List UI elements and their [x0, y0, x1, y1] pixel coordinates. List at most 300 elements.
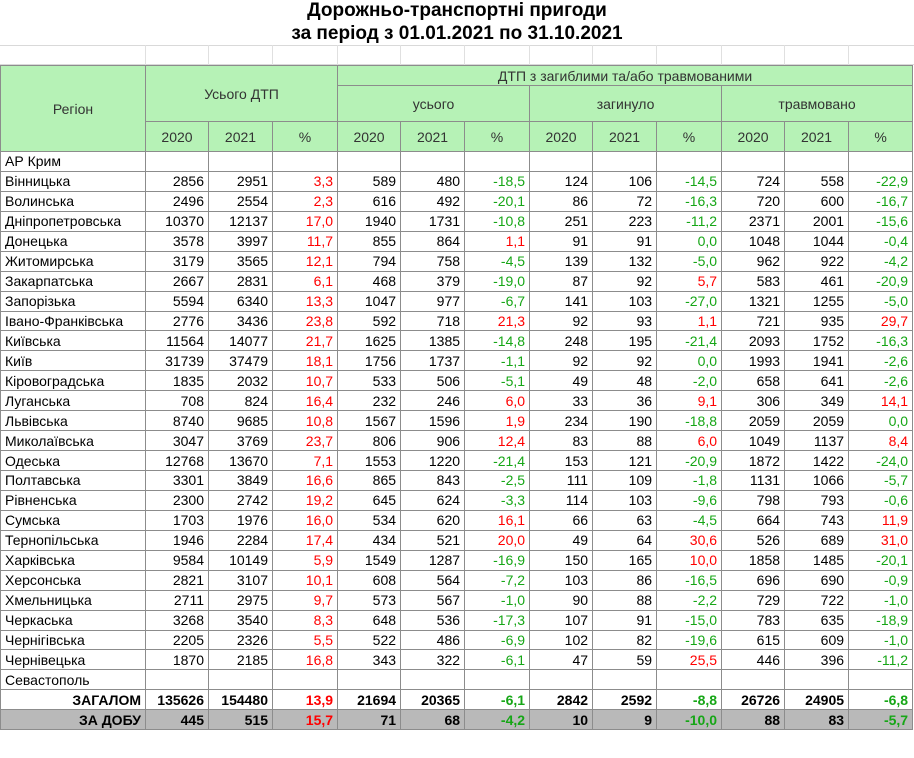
value-cell: 246 — [401, 391, 465, 411]
percent-cell: 3,3 — [273, 171, 338, 191]
value-cell: 12768 — [146, 451, 209, 471]
percent-cell: 16,8 — [273, 650, 338, 670]
percent-cell: -15,0 — [657, 610, 722, 630]
value-cell: 536 — [401, 610, 465, 630]
percent-cell: -21,4 — [465, 451, 530, 471]
value-cell — [209, 152, 273, 172]
percent-cell: 0,0 — [657, 351, 722, 371]
header-year-2020: 2020 — [146, 122, 209, 152]
region-cell: АР Крим — [1, 152, 146, 172]
value-cell: 3997 — [209, 231, 273, 251]
value-cell: 1870 — [146, 650, 209, 670]
value-cell: 3268 — [146, 610, 209, 630]
value-cell: 445 — [146, 710, 209, 730]
value-cell: 248 — [530, 331, 593, 351]
value-cell: 794 — [338, 251, 401, 271]
percent-cell: -6,7 — [465, 291, 530, 311]
value-cell: 349 — [785, 391, 849, 411]
percent-cell: -19,0 — [465, 271, 530, 291]
value-cell: 721 — [722, 311, 785, 331]
region-cell: Харківська — [1, 550, 146, 570]
percent-cell: -10,0 — [657, 710, 722, 730]
region-cell: Вінницька — [1, 171, 146, 191]
table-row — [1, 171, 913, 191]
percent-cell: 5,5 — [273, 630, 338, 650]
value-cell: 635 — [785, 610, 849, 630]
value-cell: 962 — [722, 251, 785, 271]
percent-cell: 8,4 — [849, 431, 913, 451]
percent-cell: 1,1 — [657, 311, 722, 331]
value-cell: 2667 — [146, 271, 209, 291]
value-cell: 793 — [785, 490, 849, 510]
percent-cell: -0,9 — [849, 570, 913, 590]
value-cell: 534 — [338, 510, 401, 530]
header-year-2021: 2021 — [593, 122, 657, 152]
region-cell: Рівненська — [1, 490, 146, 510]
value-cell: 1835 — [146, 371, 209, 391]
value-cell: 480 — [401, 171, 465, 191]
value-cell: 82 — [593, 630, 657, 650]
percent-cell: 11,9 — [849, 510, 913, 530]
value-cell: 83 — [785, 710, 849, 730]
percent-cell: 12,4 — [465, 431, 530, 451]
value-cell: 1048 — [722, 231, 785, 251]
value-cell: 855 — [338, 231, 401, 251]
percent-cell: 1,1 — [465, 231, 530, 251]
percent-cell — [273, 670, 338, 690]
value-cell: 106 — [593, 171, 657, 191]
value-cell: 3436 — [209, 311, 273, 331]
value-cell: 2001 — [785, 211, 849, 231]
value-cell: 1220 — [401, 451, 465, 471]
table-row — [1, 291, 913, 311]
value-cell: 1553 — [338, 451, 401, 471]
sheet-gridline — [145, 45, 146, 65]
value-cell: 92 — [593, 351, 657, 371]
region-cell: Київ — [1, 351, 146, 371]
value-cell: 506 — [401, 371, 465, 391]
value-cell: 1066 — [785, 471, 849, 491]
percent-cell: 10,7 — [273, 371, 338, 391]
value-cell: 2821 — [146, 570, 209, 590]
value-cell: 2554 — [209, 191, 273, 211]
value-cell: 14077 — [209, 331, 273, 351]
percent-cell: -4,2 — [465, 710, 530, 730]
value-cell: 865 — [338, 471, 401, 491]
region-cell: Волинська — [1, 191, 146, 211]
region-cell: Кіровоградська — [1, 371, 146, 391]
percent-cell: -18,5 — [465, 171, 530, 191]
percent-cell: -5,0 — [657, 251, 722, 271]
value-cell — [722, 152, 785, 172]
percent-cell — [849, 670, 913, 690]
value-cell: 2742 — [209, 490, 273, 510]
percent-cell: -2,5 — [465, 471, 530, 491]
value-cell: 20365 — [401, 690, 465, 710]
value-cell: 906 — [401, 431, 465, 451]
value-cell: 90 — [530, 590, 593, 610]
percent-cell: -16,3 — [849, 331, 913, 351]
sheet-gridline — [784, 45, 785, 65]
value-cell: 88 — [593, 431, 657, 451]
value-cell: 68 — [401, 710, 465, 730]
value-cell: 1049 — [722, 431, 785, 451]
table-row — [1, 650, 913, 670]
table-row — [1, 570, 913, 590]
percent-cell: -20,9 — [657, 451, 722, 471]
value-cell: 322 — [401, 650, 465, 670]
table-row — [1, 530, 913, 550]
value-cell: 306 — [722, 391, 785, 411]
percent-cell: -16,7 — [849, 191, 913, 211]
percent-cell: 25,5 — [657, 650, 722, 670]
value-cell: 87 — [530, 271, 593, 291]
value-cell: 2326 — [209, 630, 273, 650]
value-cell: 102 — [530, 630, 593, 650]
table-row — [1, 231, 913, 251]
percent-cell: -2,2 — [657, 590, 722, 610]
value-cell: 690 — [785, 570, 849, 590]
header-region: Регіон — [1, 66, 146, 152]
value-cell: 234 — [530, 411, 593, 431]
value-cell: 195 — [593, 331, 657, 351]
value-cell: 1731 — [401, 211, 465, 231]
header-year-2021: 2021 — [209, 122, 273, 152]
value-cell: 2284 — [209, 530, 273, 550]
percent-cell: -1,8 — [657, 471, 722, 491]
sheet-gridline — [208, 45, 209, 65]
value-cell: 468 — [338, 271, 401, 291]
value-cell: 135626 — [146, 690, 209, 710]
value-cell: 2059 — [722, 411, 785, 431]
percent-cell: 1,9 — [465, 411, 530, 431]
percent-cell: -11,2 — [657, 211, 722, 231]
report-subtitle: за період з 01.01.2021 по 31.10.2021 — [291, 23, 623, 44]
value-cell: 10370 — [146, 211, 209, 231]
percent-cell: -5,7 — [849, 471, 913, 491]
value-cell: 558 — [785, 171, 849, 191]
value-cell: 864 — [401, 231, 465, 251]
percent-cell: -10,8 — [465, 211, 530, 231]
region-cell: Херсонська — [1, 570, 146, 590]
percent-cell: -21,4 — [657, 331, 722, 351]
value-cell — [401, 670, 465, 690]
value-cell: 1872 — [722, 451, 785, 471]
value-cell: 92 — [530, 351, 593, 371]
percent-cell: -16,9 — [465, 550, 530, 570]
value-cell: 26726 — [722, 690, 785, 710]
value-cell: 486 — [401, 630, 465, 650]
region-cell: Севастополь — [1, 670, 146, 690]
percent-cell: -5,0 — [849, 291, 913, 311]
value-cell: 141 — [530, 291, 593, 311]
percent-cell: -15,6 — [849, 211, 913, 231]
sheet-gridline — [0, 45, 914, 46]
percent-cell: 12,1 — [273, 251, 338, 271]
value-cell: 109 — [593, 471, 657, 491]
sheet-gridline — [656, 45, 657, 65]
percent-cell: -18,8 — [657, 411, 722, 431]
percent-cell: 10,1 — [273, 570, 338, 590]
percent-cell: 5,9 — [273, 550, 338, 570]
value-cell: 3107 — [209, 570, 273, 590]
header-total-dtp: Усього ДТП — [146, 66, 338, 122]
value-cell: 92 — [530, 311, 593, 331]
percent-cell: 0,0 — [657, 231, 722, 251]
value-cell: 1941 — [785, 351, 849, 371]
value-cell: 93 — [593, 311, 657, 331]
percent-cell — [657, 670, 722, 690]
value-cell: 664 — [722, 510, 785, 530]
value-cell: 1993 — [722, 351, 785, 371]
value-cell — [530, 670, 593, 690]
region-cell: Запорізька — [1, 291, 146, 311]
value-cell: 9 — [593, 710, 657, 730]
percent-cell — [465, 670, 530, 690]
value-cell: 434 — [338, 530, 401, 550]
percent-cell: 20,0 — [465, 530, 530, 550]
percent-cell: -20,1 — [465, 191, 530, 211]
value-cell: 620 — [401, 510, 465, 530]
value-cell: 977 — [401, 291, 465, 311]
percent-cell: 13,3 — [273, 291, 338, 311]
value-cell: 2711 — [146, 590, 209, 610]
percent-cell: -5,7 — [849, 710, 913, 730]
value-cell: 1131 — [722, 471, 785, 491]
value-cell: 223 — [593, 211, 657, 231]
region-cell: ЗА ДОБУ — [1, 710, 146, 730]
value-cell: 49 — [530, 371, 593, 391]
value-cell: 521 — [401, 530, 465, 550]
percent-cell: -1,0 — [849, 630, 913, 650]
value-cell: 722 — [785, 590, 849, 610]
table-row — [1, 550, 913, 570]
value-cell: 616 — [338, 191, 401, 211]
header-pct: % — [849, 122, 913, 152]
value-cell: 689 — [785, 530, 849, 550]
value-cell: 567 — [401, 590, 465, 610]
table-row — [1, 610, 913, 630]
value-cell: 533 — [338, 371, 401, 391]
sheet-gridline — [721, 45, 722, 65]
percent-cell: 0,0 — [849, 411, 913, 431]
value-cell: 6340 — [209, 291, 273, 311]
value-cell: 232 — [338, 391, 401, 411]
value-cell: 1485 — [785, 550, 849, 570]
region-cell: Львівська — [1, 411, 146, 431]
percent-cell: 10,8 — [273, 411, 338, 431]
value-cell: 2093 — [722, 331, 785, 351]
value-cell: 624 — [401, 490, 465, 510]
value-cell: 1422 — [785, 451, 849, 471]
value-cell: 2496 — [146, 191, 209, 211]
value-cell: 72 — [593, 191, 657, 211]
percent-cell: 6,0 — [465, 391, 530, 411]
percent-cell: -24,0 — [849, 451, 913, 471]
header-year-2020: 2020 — [530, 122, 593, 152]
value-cell: 1047 — [338, 291, 401, 311]
value-cell — [722, 670, 785, 690]
percent-cell: -14,5 — [657, 171, 722, 191]
value-cell: 648 — [338, 610, 401, 630]
value-cell: 3540 — [209, 610, 273, 630]
value-cell: 91 — [530, 231, 593, 251]
value-cell: 615 — [722, 630, 785, 650]
value-cell: 2842 — [530, 690, 593, 710]
percent-cell: 13,9 — [273, 690, 338, 710]
table-row — [1, 510, 913, 530]
value-cell: 154480 — [209, 690, 273, 710]
region-cell: Хмельницька — [1, 590, 146, 610]
value-cell: 33 — [530, 391, 593, 411]
percent-cell: -6,1 — [465, 650, 530, 670]
value-cell: 1756 — [338, 351, 401, 371]
value-cell: 37479 — [209, 351, 273, 371]
value-cell — [146, 152, 209, 172]
value-cell: 86 — [593, 570, 657, 590]
region-cell: Київська — [1, 331, 146, 351]
table-row — [1, 471, 913, 491]
value-cell: 9685 — [209, 411, 273, 431]
region-cell: Житомирська — [1, 251, 146, 271]
percent-cell: -20,9 — [849, 271, 913, 291]
value-cell: 190 — [593, 411, 657, 431]
value-cell: 2975 — [209, 590, 273, 610]
value-cell: 107 — [530, 610, 593, 630]
header-killed: загинуло — [530, 86, 722, 122]
value-cell: 2205 — [146, 630, 209, 650]
table-row — [1, 152, 913, 172]
value-cell: 1976 — [209, 510, 273, 530]
percent-cell: 5,7 — [657, 271, 722, 291]
value-cell — [785, 152, 849, 172]
sheet-gridline — [400, 45, 401, 65]
value-cell: 103 — [530, 570, 593, 590]
percent-cell: 10,0 — [657, 550, 722, 570]
value-cell: 1567 — [338, 411, 401, 431]
table-row — [1, 590, 913, 610]
value-cell: 798 — [722, 490, 785, 510]
value-cell: 824 — [209, 391, 273, 411]
value-cell: 641 — [785, 371, 849, 391]
value-cell: 343 — [338, 650, 401, 670]
value-cell: 49 — [530, 530, 593, 550]
percent-cell: 18,1 — [273, 351, 338, 371]
table-row — [1, 331, 913, 351]
value-cell: 564 — [401, 570, 465, 590]
value-cell: 124 — [530, 171, 593, 191]
sheet-gridline — [272, 45, 273, 65]
region-cell: Миколаївська — [1, 431, 146, 451]
percent-cell: 16,4 — [273, 391, 338, 411]
percent-cell: -9,6 — [657, 490, 722, 510]
value-cell: 1596 — [401, 411, 465, 431]
percent-cell: 14,1 — [849, 391, 913, 411]
value-cell: 24905 — [785, 690, 849, 710]
value-cell: 64 — [593, 530, 657, 550]
percent-cell: 16,1 — [465, 510, 530, 530]
value-cell: 1703 — [146, 510, 209, 530]
value-cell: 935 — [785, 311, 849, 331]
value-cell: 729 — [722, 590, 785, 610]
value-cell: 10 — [530, 710, 593, 730]
per-day-row — [1, 710, 913, 730]
table-row — [1, 191, 913, 211]
region-cell: Черкаська — [1, 610, 146, 630]
value-cell: 86 — [530, 191, 593, 211]
value-cell: 47 — [530, 650, 593, 670]
value-cell: 1946 — [146, 530, 209, 550]
value-cell: 12137 — [209, 211, 273, 231]
value-cell: 1137 — [785, 431, 849, 451]
percent-cell — [273, 152, 338, 172]
value-cell: 1044 — [785, 231, 849, 251]
percent-cell: -27,0 — [657, 291, 722, 311]
value-cell: 379 — [401, 271, 465, 291]
value-cell: 91 — [593, 610, 657, 630]
header-pct: % — [273, 122, 338, 152]
percent-cell — [849, 152, 913, 172]
percent-cell: -4,2 — [849, 251, 913, 271]
value-cell: 1752 — [785, 331, 849, 351]
region-cell: Полтавська — [1, 471, 146, 491]
value-cell — [209, 670, 273, 690]
value-cell: 103 — [593, 490, 657, 510]
value-cell: 758 — [401, 251, 465, 271]
percent-cell: -2,0 — [657, 371, 722, 391]
percent-cell: -2,6 — [849, 371, 913, 391]
value-cell: 121 — [593, 451, 657, 471]
percent-cell — [657, 152, 722, 172]
value-cell: 806 — [338, 431, 401, 451]
value-cell: 1255 — [785, 291, 849, 311]
table-row — [1, 371, 913, 391]
value-cell: 3179 — [146, 251, 209, 271]
region-cell: Одеська — [1, 451, 146, 471]
value-cell: 2371 — [722, 211, 785, 231]
table-body — [1, 152, 913, 730]
value-cell: 2592 — [593, 690, 657, 710]
percent-cell: -7,2 — [465, 570, 530, 590]
region-cell: Івано-Франківська — [1, 311, 146, 331]
percent-cell: -6,9 — [465, 630, 530, 650]
value-cell: 783 — [722, 610, 785, 630]
value-cell — [401, 152, 465, 172]
percent-cell: 23,7 — [273, 431, 338, 451]
percent-cell: -1,0 — [849, 590, 913, 610]
region-cell: Дніпропетровська — [1, 211, 146, 231]
value-cell: 600 — [785, 191, 849, 211]
value-cell: 696 — [722, 570, 785, 590]
value-cell: 609 — [785, 630, 849, 650]
value-cell: 36 — [593, 391, 657, 411]
percent-cell: -14,8 — [465, 331, 530, 351]
value-cell: 31739 — [146, 351, 209, 371]
header-injured: травмовано — [722, 86, 913, 122]
value-cell: 718 — [401, 311, 465, 331]
value-cell: 515 — [209, 710, 273, 730]
header-year-2020: 2020 — [722, 122, 785, 152]
percent-cell: -16,3 — [657, 191, 722, 211]
value-cell: 592 — [338, 311, 401, 331]
percent-cell: 17,0 — [273, 211, 338, 231]
value-cell: 71 — [338, 710, 401, 730]
percent-cell: 19,2 — [273, 490, 338, 510]
percent-cell: 9,1 — [657, 391, 722, 411]
header-year-2021: 2021 — [401, 122, 465, 152]
percent-cell: 30,6 — [657, 530, 722, 550]
value-cell: 492 — [401, 191, 465, 211]
